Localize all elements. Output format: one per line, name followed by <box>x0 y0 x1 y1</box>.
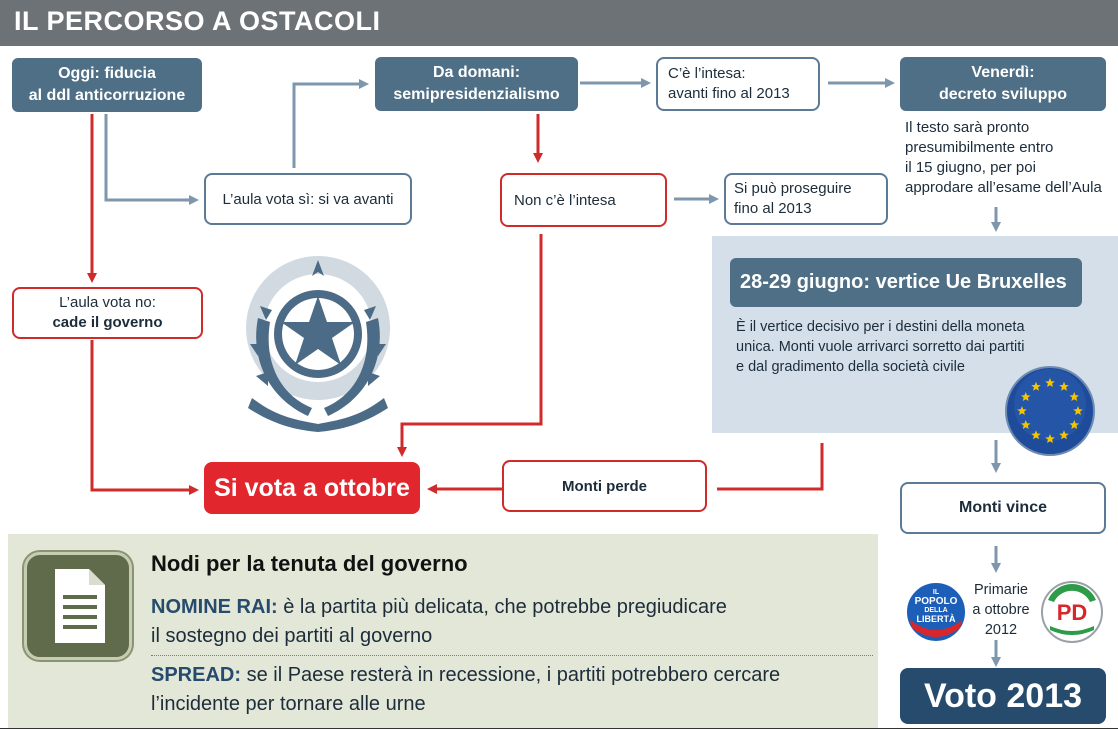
venerdi-note-line: il 15 giugno, per poi <box>905 159 1036 176</box>
box-si-vota-a-ottobre <box>204 462 420 514</box>
pdl-logo-text-4: LIBERTÀ <box>916 614 956 624</box>
nomine-text-2: il sostegno dei partiti al governo <box>151 625 433 647</box>
venerdi-note-line: approdare all’esame dell’Aula <box>905 179 1102 196</box>
vertice-text-line: unica. Monti vuole arrivarci sorretto dai partiti <box>736 339 1025 355</box>
box-aula-no-line2: cade il governo <box>52 314 163 331</box>
monti-perde-text: Monti perde <box>562 477 647 495</box>
pdl-logo <box>904 580 968 644</box>
nodi-item-nomine <box>151 593 871 651</box>
primarie-text <box>966 580 1036 640</box>
venerdi-note-line: presumibilmente entro <box>905 139 1054 156</box>
primarie-line: 2012 <box>984 622 1018 638</box>
pdl-logo-text-1: IL <box>932 589 940 596</box>
box-proseguire-line2: fino al 2013 <box>734 200 812 217</box>
box-intesa-line1: C’è l’intesa: <box>668 65 746 82</box>
arrow-oggi-to-aula-si <box>106 114 196 200</box>
venerdi-note <box>905 118 1117 198</box>
italian-emblem-icon <box>238 248 398 433</box>
box-intesa-line2: avanti fino al 2013 <box>668 85 790 102</box>
box-oggi-line2: al ddl anticorruzione <box>28 87 186 104</box>
box-monti-perde <box>502 460 707 512</box>
box-domani-line1: Da domani: <box>432 64 521 81</box>
primarie-line: a ottobre <box>972 602 1030 618</box>
pd-logo <box>1040 580 1104 644</box>
box-venerdi <box>900 57 1106 111</box>
nodi-item-spread <box>151 661 873 719</box>
nomine-text-1: è la partita più delicata, che potrebbe pregiudicare <box>277 596 727 618</box>
si-vota-text: Si vota a ottobre <box>214 473 410 502</box>
arrow-aula-si-to-domani <box>294 84 366 168</box>
box-non-c-e-intesa <box>500 173 667 227</box>
box-oggi-fiducia <box>12 58 202 112</box>
box-da-domani <box>375 57 578 111</box>
box-aula-vota-no <box>12 287 203 339</box>
arrow-aula-no-to-vota <box>92 340 196 490</box>
eu-flag-icon <box>1004 365 1096 457</box>
document-icon <box>24 552 132 660</box>
spread-text-1: se il Paese resterà in recessione, i partiti potrebbero cercare <box>241 664 781 686</box>
box-aula-no-line1: L’aula vota no: <box>59 294 156 311</box>
pdl-logo-text-2: POPOLO <box>914 596 958 607</box>
page-title: IL PERCORSO A OSTACOLI <box>14 6 381 36</box>
arrow-vertice-to-monti-perde <box>717 443 822 489</box>
box-c-e-intesa <box>656 57 820 111</box>
box-oggi-line1: Oggi: fiducia <box>58 65 156 82</box>
vertice-title: 28-29 giugno: vertice Ue Bruxelles <box>730 258 1082 307</box>
arrow-non-intesa-to-vota <box>402 234 541 454</box>
nomine-label: NOMINE RAI: <box>151 596 278 618</box>
nodi-title: Nodi per la tenuta del governo <box>151 551 468 576</box>
box-non-intesa-text: Non c’è l’intesa <box>514 191 616 209</box>
vertice-text-line: È il vertice decisivo per i destini della moneta <box>736 319 1025 335</box>
box-voto-2013 <box>900 668 1106 724</box>
box-venerdi-line2: decreto sviluppo <box>938 86 1068 103</box>
primarie-line: Primarie <box>974 582 1028 598</box>
monti-vince-text: Monti vince <box>958 499 1047 516</box>
box-venerdi-line1: Venerdì: <box>971 64 1035 81</box>
spread-label: SPREAD: <box>151 664 242 686</box>
box-aula-vota-si <box>204 173 412 225</box>
vertice-text-line: e dal gradimento della società civile <box>736 359 965 375</box>
box-monti-vince <box>900 482 1106 534</box>
pd-logo-text: PD <box>1056 600 1088 625</box>
box-aula-si-text: L’aula vota sì: si va avanti <box>222 190 394 208</box>
nodi-divider <box>151 655 873 656</box>
pdl-logo-text-3: DELLA <box>924 607 948 614</box>
venerdi-note-line: Il testo sarà pronto <box>905 119 1030 136</box>
voto-text: Voto 2013 <box>923 676 1083 715</box>
spread-text-2: l’incidente per tornare alle urne <box>151 693 426 715</box>
box-domani-line2: semipresidenzialismo <box>393 86 560 103</box>
box-si-puo-proseguire <box>724 173 888 225</box>
box-proseguire-line1: Si può proseguire <box>734 180 852 197</box>
